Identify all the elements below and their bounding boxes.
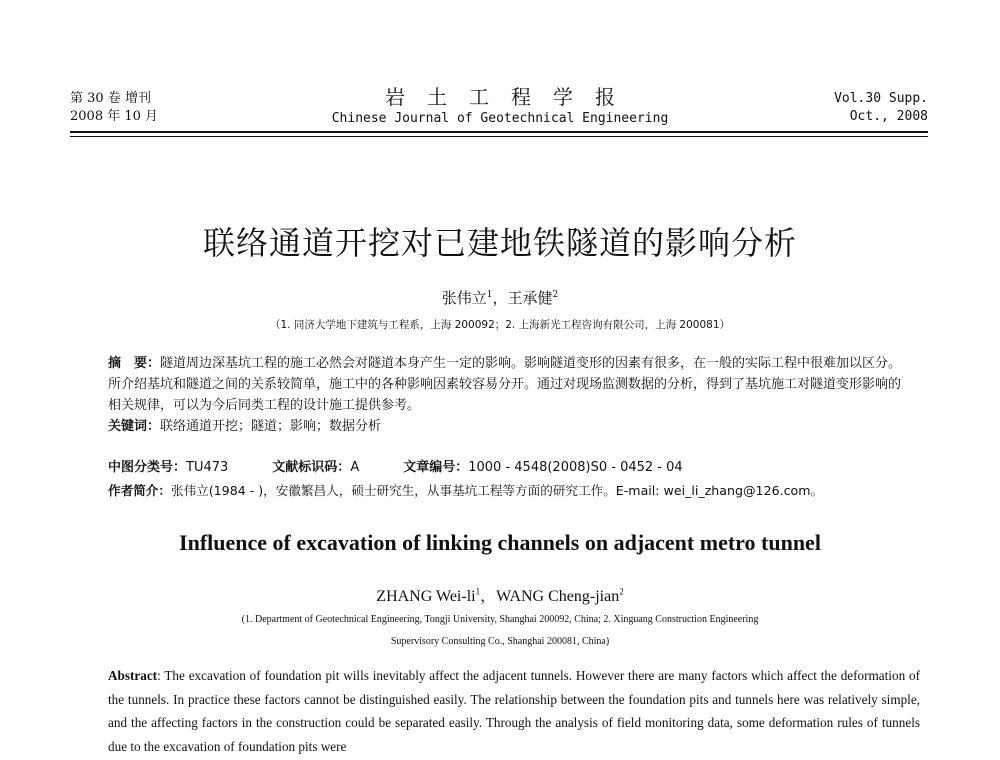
affiliation-en — [0, 609, 1000, 653]
author-en-separator: ， — [480, 588, 497, 605]
abstract-text-cn: 隧道周边深基坑工程的施工必然会对隧道本身产生一定的影响。影响隧道变形的因素有很多，在一般的实际工程中很难加以区分。所介绍基坑和隧道之间的关系较简单，施工中的各种影响因素较容易分开。通过对现场监测数据的分析，得到了基坑施工对隧道变形影响的相关规律，可以为今后同类工程的设计施工提供参考。 — [108, 356, 902, 413]
article-no-label: 文章编号： — [403, 460, 469, 475]
author-bio-label: 作者简介： — [108, 483, 171, 498]
affiliation-en-line-2: Supervisory Consulting Co., Shanghai 200081, China) — [390, 636, 610, 647]
date-en: Oct., 2008 — [849, 109, 928, 124]
author-2-en-sup: 2 — [619, 586, 624, 597]
issue-volume: 第 30 卷 增刊 — [70, 91, 151, 106]
affiliation-cn: （1. 同济大学地下建筑与工程系，上海 200092；2. 上海新光工程咨询有限公司，上海 200081） — [269, 319, 731, 331]
author-1-cn: 张伟立 — [441, 289, 487, 307]
author-separator: ， — [492, 289, 508, 307]
abstract-label-en: Abstract — [108, 668, 158, 683]
classification-line — [108, 458, 928, 478]
header-rule-thin — [70, 136, 928, 137]
paper-title-en: Influence of excavation of linking channels on adjacent metro tunnel — [179, 530, 821, 555]
keywords-label-cn: 关键词： — [108, 419, 161, 434]
affiliation-en-line-1: (1. Department of Geotechnical Engineering, Tongji University, Shanghai 200092, China; 2. Xinguang Construction Engineering — [241, 614, 759, 625]
article-no-value: 1000 - 4548(2008)S0 - 0452 - 04 — [468, 460, 683, 475]
abstract-cn — [108, 353, 908, 437]
volume-en: Vol.30 Supp. — [834, 91, 928, 106]
author-2-cn: 王承健 — [507, 289, 553, 307]
issue-date: 2008 年 10 月 — [70, 109, 159, 124]
abstract-label-cn: 摘 要： — [108, 356, 161, 371]
author-bio-text: 张伟立(1984 - )，安徽繁昌人，硕士研究生，从事基坑工程等方面的研究工作。E-mail: wei_li_zhang@126.com。 — [170, 483, 824, 498]
author-1-en-sup: 1 — [475, 586, 481, 597]
abstract-text-en: : The excavation of foundation pit wills inevitably affect the adjacent tunnels. However there are many factors which affect the deformation of the tunnels. In practice these factors cannot be distinguished easily. The relationship between the foundation pits and tunnels here was relatively simple, and the affecting factors in the construction could be separated easily. Through the analysis of field monitoring data, some deformation rules of tunnels due to the excavation of foundation pits were — [108, 668, 920, 754]
author-2-sup: 2 — [552, 290, 559, 300]
clc-label: 中图分类号： — [108, 460, 187, 475]
doc-code-label: 文献标识码： — [272, 460, 351, 475]
author-2-en: WANG Cheng-jian — [496, 588, 620, 605]
author-1-sup: 1 — [486, 290, 493, 300]
abstract-en — [108, 664, 920, 758]
paper-title-cn: 联络通道开挖对已建地铁隧道的影响分析 — [202, 224, 797, 262]
author-1-en: ZHANG Wei-li — [376, 588, 476, 605]
journal-title-cn: 岩土工程学报 — [385, 85, 637, 109]
authors-en — [0, 583, 1000, 606]
issue-info-en — [834, 90, 928, 126]
doc-code-value: A — [350, 460, 360, 475]
clc-value: TU473 — [186, 460, 229, 475]
header-rule-thick — [70, 131, 928, 133]
author-bio-line — [108, 481, 928, 501]
keywords-text-cn: 联络通道开挖；隧道；影响；数据分析 — [160, 419, 382, 434]
journal-title-en: Chinese Journal of Geotechnical Engineering — [331, 111, 669, 126]
authors-cn — [0, 287, 1000, 308]
